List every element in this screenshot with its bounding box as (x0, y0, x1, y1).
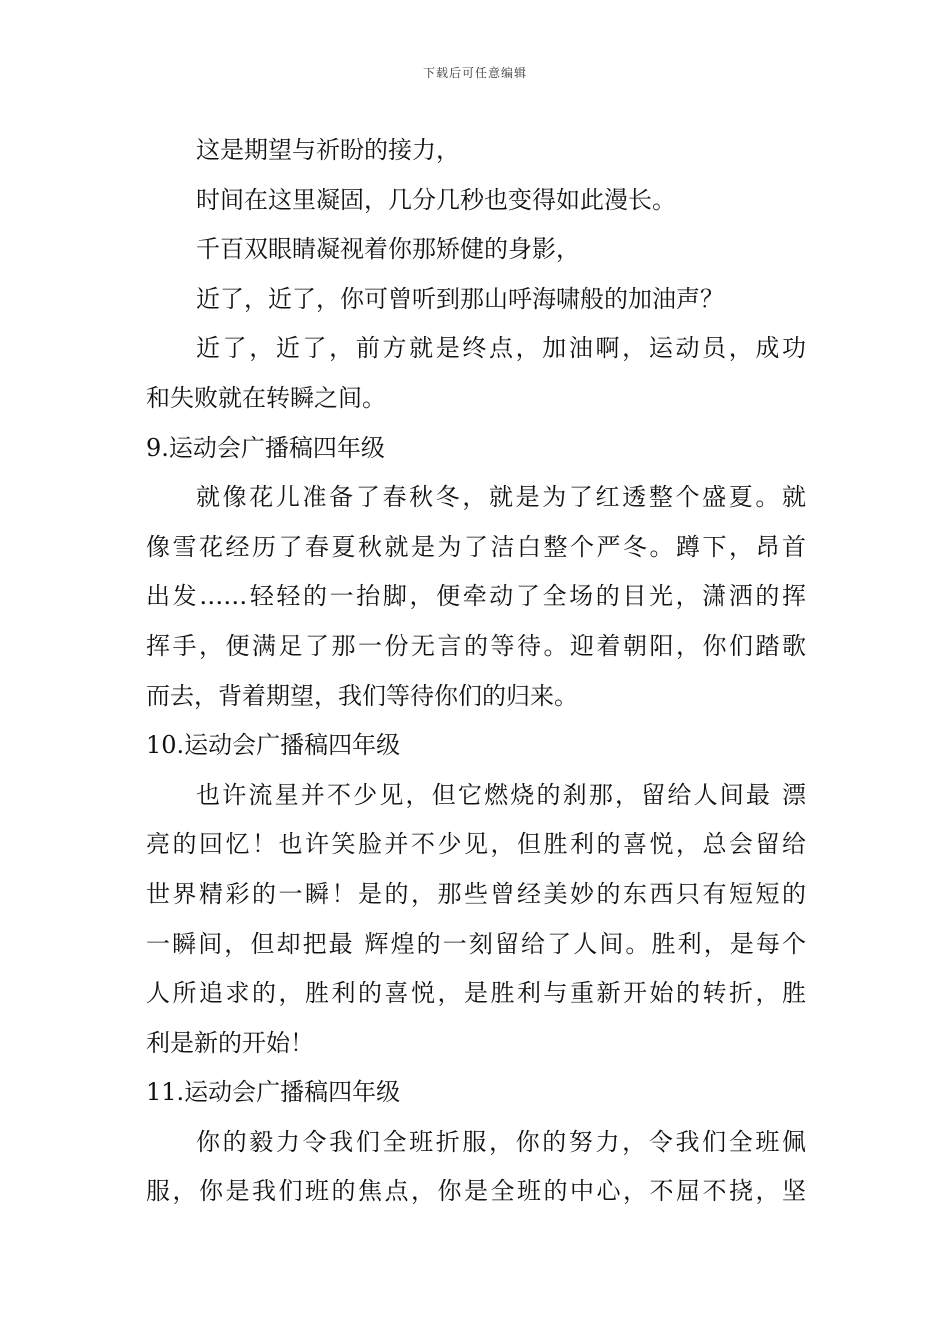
text-line: 服，你是我们班的焦点，你是全班的中心，不屈不挠，坚 (146, 1177, 806, 1206)
text-line: 人所追求的，胜利的喜悦，是胜利与重新开始的转折，胜 (146, 979, 806, 1008)
section-heading: 10.运动会广播稿四年级 (146, 731, 401, 760)
text-line: 出发……轻轻的一抬脚，便牵动了全场的目光，潇洒的挥 (146, 582, 806, 611)
section-heading: 11.运动会广播稿四年级 (146, 1078, 401, 1107)
page-header: 下载后可任意编辑 (422, 66, 527, 80)
text-line: 近了，近了，前方就是终点，加油啊，运动员，成功 (196, 334, 806, 363)
text-line: 和失败就在转瞬之间。 (146, 383, 386, 412)
text-line: 像雪花经历了春夏秋就是为了洁白整个严冬。蹲下，昂首 (146, 532, 806, 561)
text-line: 挥手，便满足了那一份无言的等待。迎着朝阳，你们踏歌 (146, 631, 806, 660)
text-line: 就像花儿准备了春秋冬，就是为了红透整个盛夏。就 (196, 483, 806, 512)
text-line: 亮的回忆！也许笑脸并不少见，但胜利的喜悦，总会留给 (146, 830, 806, 859)
text-line: 而去，背着期望，我们等待你们的归来。 (146, 681, 578, 710)
document-body (146, 126, 806, 1217)
text-line: 时间在这里凝固，几分几秒也变得如此漫长。 (196, 185, 676, 214)
text-line: 也许流星并不少见，但它燃烧的刹那，留给人间最 漂 (196, 780, 806, 809)
text-line: 这是期望与祈盼的接力， (196, 136, 460, 164)
section-heading: 9.运动会广播稿四年级 (146, 433, 385, 462)
text-line: 你的毅力令我们全班折服，你的努力，令我们全班佩 (196, 1127, 806, 1156)
text-line: 一瞬间，但却把最 辉煌的一刻留给了人间。胜利，是每个 (146, 929, 806, 958)
text-line: 利是新的开始！ (146, 1028, 314, 1057)
text-line: 千百双眼睛凝视着你那矫健的身影， (196, 235, 580, 264)
text-line: 世界精彩的一瞬！是的，那些曾经美妙的东西只有短短的 (146, 879, 806, 908)
text-line: 近了，近了，你可曾听到那山呼海啸般的加油声？ (196, 284, 724, 313)
